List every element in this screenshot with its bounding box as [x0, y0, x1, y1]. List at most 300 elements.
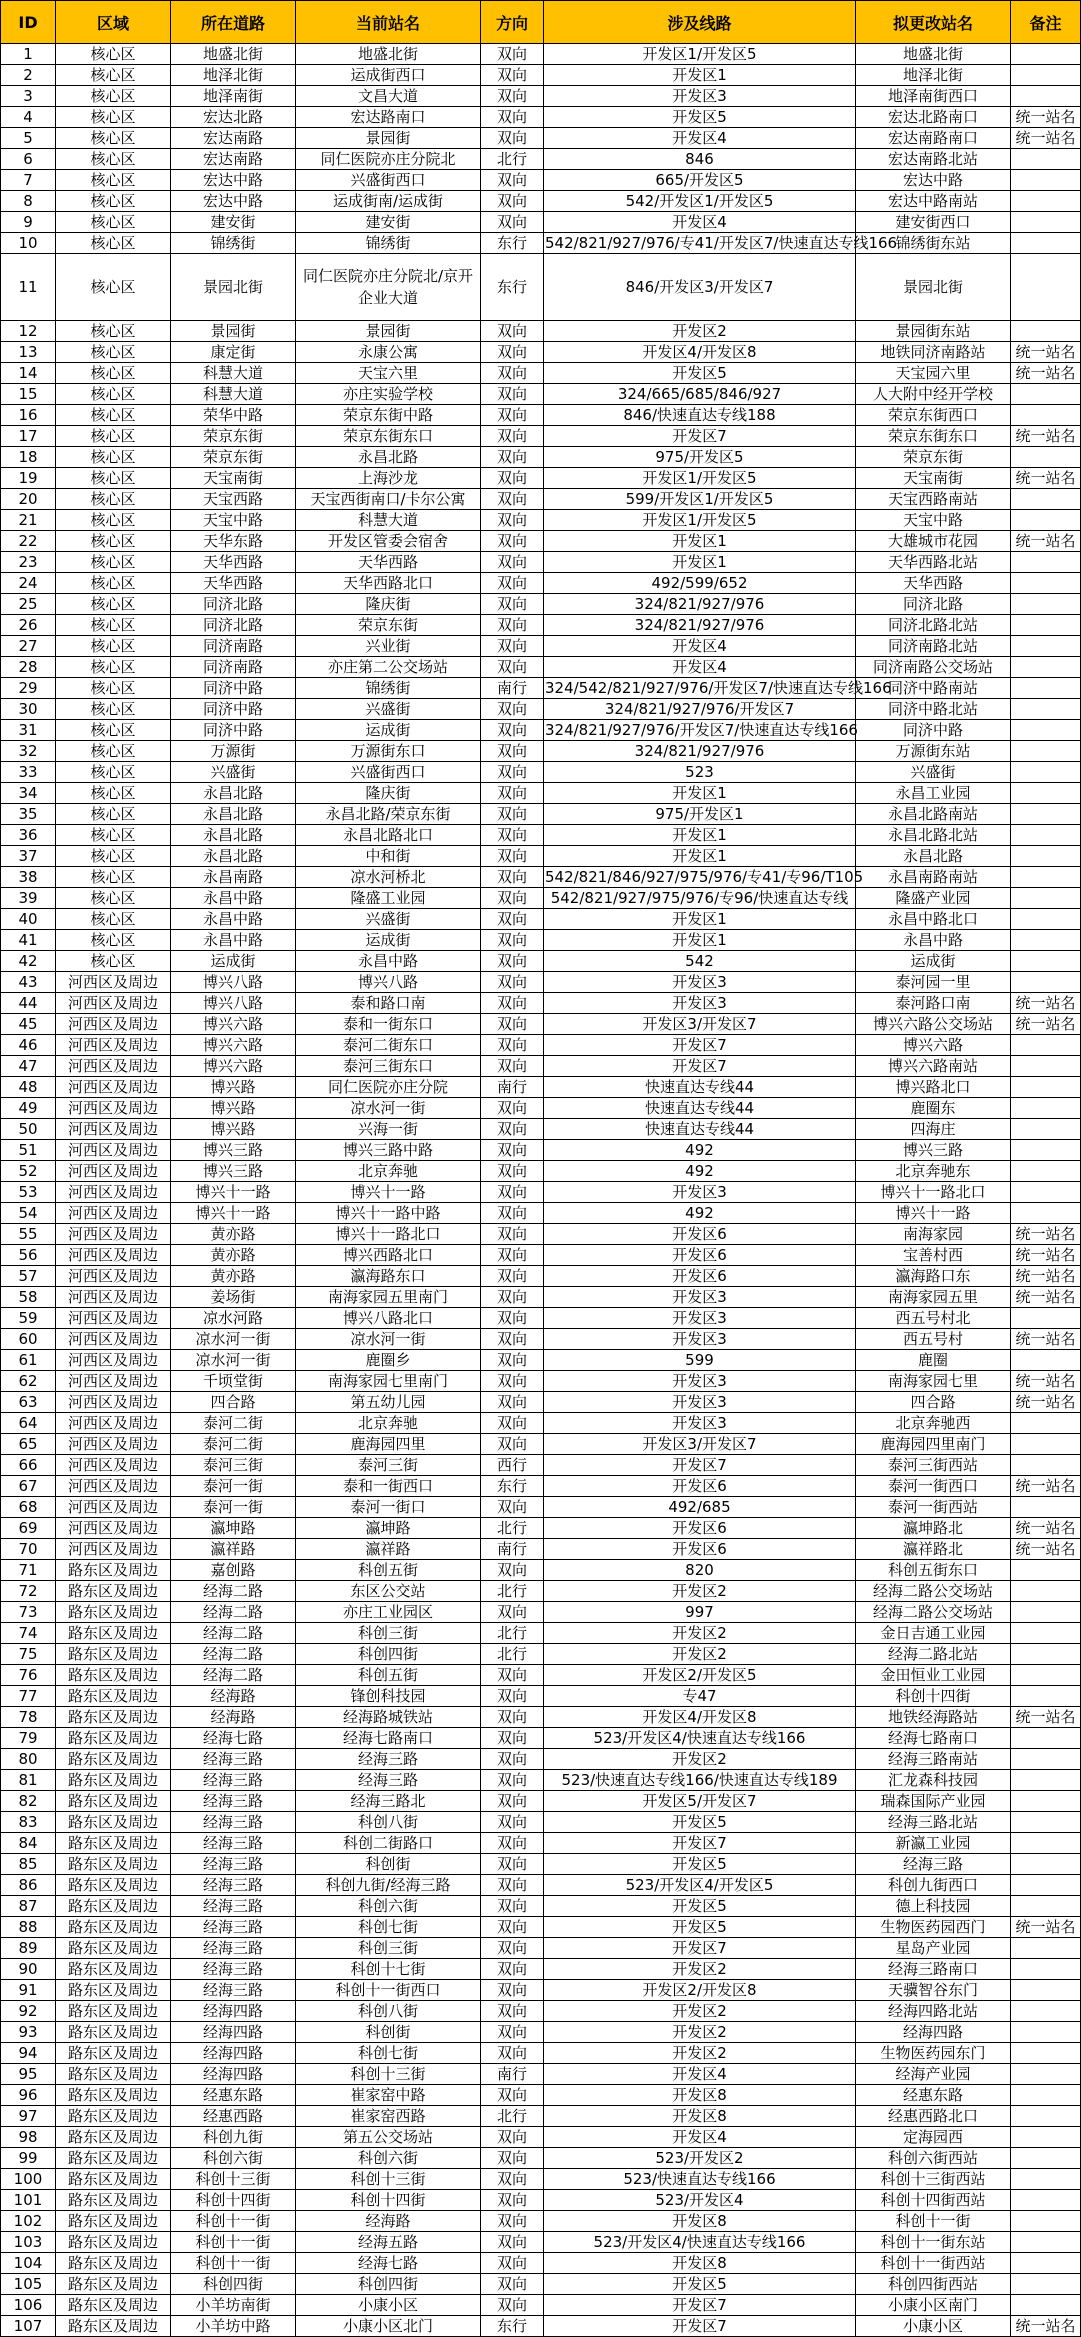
- cell-lines: 324/821/927/976/开发区7: [544, 699, 856, 720]
- cell-current-station: 崔家窑中路: [296, 2085, 481, 2106]
- cell-id: 55: [1, 1224, 56, 1245]
- cell-current-station: 小康小区北门: [296, 2316, 481, 2337]
- table-row: [1, 699, 1081, 720]
- cell-id: 17: [1, 426, 56, 447]
- cell-region: 核心区: [56, 149, 171, 170]
- cell-direction: 双向: [481, 191, 544, 212]
- cell-new-station: 天宝西路南站: [856, 489, 1011, 510]
- cell-new-station: 隆盛产业园: [856, 888, 1011, 909]
- cell-remark: [1011, 720, 1081, 741]
- cell-region: 河西区及周边: [56, 1308, 171, 1329]
- cell-id: 58: [1, 1287, 56, 1308]
- cell-road: 经海三路: [171, 1770, 296, 1791]
- cell-id: 77: [1, 1686, 56, 1707]
- cell-road: 四合路: [171, 1392, 296, 1413]
- cell-current-station: 博兴三路中路: [296, 1140, 481, 1161]
- cell-lines: 324/821/927/976: [544, 615, 856, 636]
- cell-new-station: 汇龙森科技园: [856, 1770, 1011, 1791]
- cell-lines: 开发区2/开发区5: [544, 1665, 856, 1686]
- cell-current-station: 科创八街: [296, 1812, 481, 1833]
- cell-direction: 双向: [481, 1959, 544, 1980]
- table-row: [1, 1140, 1081, 1161]
- cell-current-station: 永康公寓: [296, 342, 481, 363]
- table-row: [1, 531, 1081, 552]
- cell-road: 科创六街: [171, 2148, 296, 2169]
- cell-new-station: 金田恒业工业园: [856, 1665, 1011, 1686]
- cell-region: 路东区及周边: [56, 1581, 171, 1602]
- cell-direction: 双向: [481, 1161, 544, 1182]
- cell-remark: [1011, 1098, 1081, 1119]
- cell-direction: 西行: [481, 1455, 544, 1476]
- cell-direction: 双向: [481, 909, 544, 930]
- cell-lines: 开发区2: [544, 1623, 856, 1644]
- cell-id: 37: [1, 846, 56, 867]
- cell-new-station: 定海园西: [856, 2127, 1011, 2148]
- cell-direction: 双向: [481, 2232, 544, 2253]
- cell-id: 91: [1, 1980, 56, 2001]
- cell-id: 29: [1, 678, 56, 699]
- cell-road: 博兴六路: [171, 1056, 296, 1077]
- cell-id: 82: [1, 1791, 56, 1812]
- cell-current-station: 隆庆街: [296, 594, 481, 615]
- cell-road: 经海二路: [171, 1644, 296, 1665]
- cell-region: 河西区及周边: [56, 1413, 171, 1434]
- cell-current-station: 经海三路: [296, 1770, 481, 1791]
- cell-road: 小羊坊中路: [171, 2316, 296, 2337]
- table-row: [1, 44, 1081, 65]
- cell-current-station: 第五幼儿园: [296, 1392, 481, 1413]
- cell-id: 93: [1, 2022, 56, 2043]
- cell-current-station: 景园街: [296, 321, 481, 342]
- cell-new-station: 天华西路: [856, 573, 1011, 594]
- cell-region: 路东区及周边: [56, 2001, 171, 2022]
- cell-region: 核心区: [56, 107, 171, 128]
- cell-lines: 开发区2: [544, 1644, 856, 1665]
- cell-new-station: 经海三路: [856, 1854, 1011, 1875]
- cell-direction: 双向: [481, 447, 544, 468]
- table-row: [1, 363, 1081, 384]
- cell-current-station: 永昌北路北口: [296, 825, 481, 846]
- cell-new-station: 天宝南街: [856, 468, 1011, 489]
- cell-region: 路东区及周边: [56, 1623, 171, 1644]
- cell-region: 路东区及周边: [56, 2253, 171, 2274]
- table-row: [1, 2169, 1081, 2190]
- cell-road: 博兴路: [171, 1077, 296, 1098]
- cell-lines: 523/开发区4/开发区5: [544, 1875, 856, 1896]
- cell-id: 101: [1, 2190, 56, 2211]
- table-row: [1, 489, 1081, 510]
- table-row: [1, 1371, 1081, 1392]
- cell-id: 35: [1, 804, 56, 825]
- cell-remark: [1011, 552, 1081, 573]
- cell-direction: 双向: [481, 1035, 544, 1056]
- cell-direction: 双向: [481, 1560, 544, 1581]
- table-row: [1, 1035, 1081, 1056]
- cell-road: 经海三路: [171, 1938, 296, 1959]
- table-row: [1, 1350, 1081, 1371]
- cell-new-station: 经海二路公交场站: [856, 1602, 1011, 1623]
- cell-direction: 双向: [481, 2169, 544, 2190]
- cell-remark: [1011, 951, 1081, 972]
- cell-id: 54: [1, 1203, 56, 1224]
- cell-road: 地泽南街: [171, 86, 296, 107]
- cell-id: 94: [1, 2043, 56, 2064]
- cell-new-station: 博兴六路南站: [856, 1056, 1011, 1077]
- cell-current-station: 北京奔驰: [296, 1161, 481, 1182]
- cell-region: 核心区: [56, 909, 171, 930]
- table-row: [1, 1833, 1081, 1854]
- cell-lines: 快速直达专线44: [544, 1119, 856, 1140]
- cell-road: 地泽北街: [171, 65, 296, 86]
- cell-direction: 双向: [481, 636, 544, 657]
- cell-id: 30: [1, 699, 56, 720]
- cell-lines: 开发区7: [544, 1833, 856, 1854]
- cell-current-station: 科创街: [296, 2022, 481, 2043]
- table-row: [1, 2001, 1081, 2022]
- cell-direction: 北行: [481, 1581, 544, 1602]
- header-road: 所在道路: [171, 1, 296, 44]
- cell-new-station: 地盛北街: [856, 44, 1011, 65]
- cell-id: 75: [1, 1644, 56, 1665]
- cell-direction: 双向: [481, 170, 544, 191]
- cell-remark: 统一站名: [1011, 1224, 1081, 1245]
- table-row: [1, 1623, 1081, 1644]
- cell-id: 104: [1, 2253, 56, 2274]
- cell-current-station: 上海沙龙: [296, 468, 481, 489]
- cell-id: 56: [1, 1245, 56, 1266]
- cell-remark: [1011, 1749, 1081, 1770]
- cell-direction: 双向: [481, 1980, 544, 2001]
- table-row: [1, 1854, 1081, 1875]
- cell-region: 河西区及周边: [56, 1014, 171, 1035]
- cell-direction: 双向: [481, 1854, 544, 1875]
- cell-id: 39: [1, 888, 56, 909]
- cell-direction: 双向: [481, 699, 544, 720]
- cell-id: 44: [1, 993, 56, 1014]
- cell-road: 博兴三路: [171, 1140, 296, 1161]
- cell-direction: 双向: [481, 212, 544, 233]
- cell-road: 博兴十一路: [171, 1182, 296, 1203]
- cell-remark: [1011, 2085, 1081, 2106]
- table-row: [1, 1161, 1081, 1182]
- cell-direction: 双向: [481, 44, 544, 65]
- cell-new-station: 新瀛工业园: [856, 1833, 1011, 1854]
- cell-lines: 开发区2: [544, 1749, 856, 1770]
- cell-current-station: 天宝六里: [296, 363, 481, 384]
- cell-region: 核心区: [56, 531, 171, 552]
- cell-new-station: 小康小区: [856, 2316, 1011, 2337]
- cell-region: 核心区: [56, 783, 171, 804]
- cell-remark: [1011, 1854, 1081, 1875]
- cell-direction: 双向: [481, 1350, 544, 1371]
- cell-id: 50: [1, 1119, 56, 1140]
- cell-new-station: 金日吉通工业园: [856, 1623, 1011, 1644]
- cell-remark: [1011, 1623, 1081, 1644]
- cell-direction: 双向: [481, 972, 544, 993]
- cell-current-station: 兴盛街: [296, 699, 481, 720]
- cell-region: 路东区及周边: [56, 1749, 171, 1770]
- cell-region: 核心区: [56, 804, 171, 825]
- cell-id: 45: [1, 1014, 56, 1035]
- cell-remark: [1011, 1455, 1081, 1476]
- cell-remark: 统一站名: [1011, 1287, 1081, 1308]
- table-row: [1, 233, 1081, 254]
- cell-road: 黄亦路: [171, 1266, 296, 1287]
- cell-direction: 双向: [481, 426, 544, 447]
- cell-region: 路东区及周边: [56, 2295, 171, 2316]
- cell-new-station: 经海四路北站: [856, 2001, 1011, 2022]
- cell-id: 73: [1, 1602, 56, 1623]
- cell-direction: 双向: [481, 762, 544, 783]
- cell-lines: 开发区6: [544, 1518, 856, 1539]
- cell-road: 经海三路: [171, 1980, 296, 2001]
- cell-lines: 820: [544, 1560, 856, 1581]
- cell-direction: 双向: [481, 1308, 544, 1329]
- cell-lines: 开发区5: [544, 1896, 856, 1917]
- cell-road: 宏达北路: [171, 107, 296, 128]
- cell-lines: 专47: [544, 1686, 856, 1707]
- cell-new-station: 永昌南路南站: [856, 867, 1011, 888]
- cell-direction: 双向: [481, 65, 544, 86]
- table-body: [1, 44, 1081, 2337]
- cell-remark: 统一站名: [1011, 468, 1081, 489]
- cell-region: 核心区: [56, 489, 171, 510]
- cell-road: 博兴路: [171, 1119, 296, 1140]
- cell-road: 泰河一街: [171, 1476, 296, 1497]
- cell-new-station: 鹿圈东: [856, 1098, 1011, 1119]
- cell-id: 62: [1, 1371, 56, 1392]
- table-row: [1, 1098, 1081, 1119]
- cell-direction: 双向: [481, 783, 544, 804]
- cell-current-station: 科创五街: [296, 1665, 481, 1686]
- cell-new-station: 宝善村西: [856, 1245, 1011, 1266]
- cell-lines: 开发区4/开发区8: [544, 1707, 856, 1728]
- cell-id: 32: [1, 741, 56, 762]
- cell-new-station: 鹿海园四里南门: [856, 1434, 1011, 1455]
- cell-id: 46: [1, 1035, 56, 1056]
- cell-road: 科创十一街: [171, 2253, 296, 2274]
- cell-id: 76: [1, 1665, 56, 1686]
- cell-remark: [1011, 44, 1081, 65]
- cell-current-station: 鹿圈乡: [296, 1350, 481, 1371]
- cell-id: 51: [1, 1140, 56, 1161]
- cell-road: 科创十一街: [171, 2211, 296, 2232]
- table-row: [1, 615, 1081, 636]
- cell-id: 98: [1, 2127, 56, 2148]
- cell-region: 路东区及周边: [56, 1707, 171, 1728]
- cell-new-station: 永昌北路北站: [856, 825, 1011, 846]
- cell-remark: [1011, 1350, 1081, 1371]
- cell-region: 河西区及周边: [56, 1518, 171, 1539]
- cell-direction: 双向: [481, 2190, 544, 2211]
- header-row: [1, 1, 1081, 44]
- table-row: [1, 1896, 1081, 1917]
- cell-road: 经海三路: [171, 1875, 296, 1896]
- cell-id: 2: [1, 65, 56, 86]
- cell-remark: [1011, 2232, 1081, 2253]
- cell-new-station: 泰河三街西站: [856, 1455, 1011, 1476]
- cell-road: 科创十三街: [171, 2169, 296, 2190]
- cell-id: 4: [1, 107, 56, 128]
- cell-direction: 双向: [481, 1392, 544, 1413]
- cell-lines: 324/821/927/976/开发区7/快速直达专线166: [545, 720, 858, 739]
- cell-remark: [1011, 615, 1081, 636]
- cell-remark: [1011, 1497, 1081, 1518]
- cell-id: 74: [1, 1623, 56, 1644]
- cell-new-station: 宏达南路北站: [856, 149, 1011, 170]
- table-row: [1, 447, 1081, 468]
- cell-road: 宏达中路: [171, 191, 296, 212]
- cell-new-station: 科创十四街西站: [856, 2190, 1011, 2211]
- cell-remark: [1011, 1728, 1081, 1749]
- cell-region: 路东区及周边: [56, 2169, 171, 2190]
- cell-current-station: 南海家园五里南门: [296, 1287, 481, 1308]
- cell-lines: 开发区1: [544, 909, 856, 930]
- cell-direction: 东行: [481, 2316, 544, 2337]
- cell-region: 河西区及周边: [56, 1539, 171, 1560]
- cell-lines: 开发区5: [544, 1917, 856, 1938]
- cell-id: 81: [1, 1770, 56, 1791]
- table-row: [1, 1497, 1081, 1518]
- cell-new-station: 科创九街西口: [856, 1875, 1011, 1896]
- cell-id: 52: [1, 1161, 56, 1182]
- cell-new-station: 经海四路: [856, 2022, 1011, 2043]
- table-row: [1, 783, 1081, 804]
- cell-remark: [1011, 1308, 1081, 1329]
- table-row: [1, 1812, 1081, 1833]
- cell-new-station: 天宝中路: [856, 510, 1011, 531]
- cell-id: 107: [1, 2316, 56, 2337]
- table-row: [1, 1077, 1081, 1098]
- cell-remark: [1011, 867, 1081, 888]
- cell-remark: [1011, 2295, 1081, 2316]
- cell-direction: 双向: [481, 993, 544, 1014]
- cell-lines: 975/开发区1: [544, 804, 856, 825]
- cell-new-station: 南海家园七里: [856, 1371, 1011, 1392]
- cell-id: 24: [1, 573, 56, 594]
- cell-region: 河西区及周边: [56, 1182, 171, 1203]
- cell-lines: 开发区2: [544, 2001, 856, 2022]
- cell-direction: 双向: [481, 1329, 544, 1350]
- cell-new-station: 荣京东街: [856, 447, 1011, 468]
- cell-direction: 双向: [481, 2043, 544, 2064]
- cell-region: 路东区及周边: [56, 2022, 171, 2043]
- cell-current-station: 兴海一街: [296, 1119, 481, 1140]
- table-row: [1, 1308, 1081, 1329]
- table-row: [1, 573, 1081, 594]
- cell-region: 核心区: [56, 510, 171, 531]
- cell-road: 同济中路: [171, 699, 296, 720]
- table-row: [1, 1455, 1081, 1476]
- table-row: [1, 1245, 1081, 1266]
- cell-current-station: 科创六街: [296, 1896, 481, 1917]
- cell-region: 核心区: [56, 867, 171, 888]
- cell-direction: 北行: [481, 2106, 544, 2127]
- table-row: [1, 149, 1081, 170]
- cell-id: 102: [1, 2211, 56, 2232]
- table-row: [1, 2043, 1081, 2064]
- cell-remark: [1011, 1980, 1081, 2001]
- cell-lines: 开发区1: [544, 552, 856, 573]
- cell-remark: [1011, 2211, 1081, 2232]
- cell-current-station: 同仁医院亦庄分院北: [296, 149, 481, 170]
- cell-region: 路东区及周边: [56, 2064, 171, 2085]
- cell-lines: 492: [544, 1161, 856, 1182]
- table-row: [1, 1539, 1081, 1560]
- cell-direction: 双向: [481, 1917, 544, 1938]
- cell-remark: [1011, 2253, 1081, 2274]
- cell-direction: 双向: [481, 468, 544, 489]
- cell-current-station: 永昌北路: [296, 447, 481, 468]
- cell-lines: 开发区7: [544, 426, 856, 447]
- cell-region: 河西区及周边: [56, 1287, 171, 1308]
- cell-road: 同济中路: [171, 720, 296, 741]
- table-row: [1, 1728, 1081, 1749]
- cell-remark: [1011, 1581, 1081, 1602]
- cell-region: 河西区及周边: [56, 1077, 171, 1098]
- cell-id: 86: [1, 1875, 56, 1896]
- cell-lines: 开发区3: [544, 1329, 856, 1350]
- table-row: [1, 1287, 1081, 1308]
- cell-lines: 开发区4: [544, 657, 856, 678]
- cell-region: 河西区及周边: [56, 1098, 171, 1119]
- cell-remark: [1011, 1434, 1081, 1455]
- cell-id: 13: [1, 342, 56, 363]
- cell-remark: [1011, 1140, 1081, 1161]
- cell-id: 34: [1, 783, 56, 804]
- cell-direction: 双向: [481, 107, 544, 128]
- header-lines: 涉及线路: [544, 1, 856, 44]
- cell-current-station: 经海路城铁站: [296, 1707, 481, 1728]
- cell-current-station: 泰河一街口: [296, 1497, 481, 1518]
- cell-remark: [1011, 1686, 1081, 1707]
- cell-remark: [1011, 489, 1081, 510]
- cell-road: 永昌中路: [171, 909, 296, 930]
- cell-current-station: 凉水河桥北: [296, 867, 481, 888]
- cell-remark: [1011, 1665, 1081, 1686]
- cell-new-station: 经海产业园: [856, 2064, 1011, 2085]
- cell-new-station: 永昌中路北口: [856, 909, 1011, 930]
- cell-direction: 双向: [481, 342, 544, 363]
- table-row: [1, 2232, 1081, 2253]
- cell-current-station: 泰和一街西口: [296, 1476, 481, 1497]
- cell-road: 博兴十一路: [171, 1203, 296, 1224]
- cell-id: 88: [1, 1917, 56, 1938]
- cell-direction: 南行: [481, 1077, 544, 1098]
- cell-id: 47: [1, 1056, 56, 1077]
- table-row: [1, 804, 1081, 825]
- cell-lines: 997: [544, 1602, 856, 1623]
- cell-current-station: 亦庄第二公交场站: [296, 657, 481, 678]
- cell-region: 河西区及周边: [56, 1350, 171, 1371]
- cell-road: 同济南路: [171, 636, 296, 657]
- cell-id: 16: [1, 405, 56, 426]
- cell-remark: 统一站名: [1011, 128, 1081, 149]
- cell-id: 71: [1, 1560, 56, 1581]
- cell-remark: [1011, 405, 1081, 426]
- table-row: [1, 65, 1081, 86]
- cell-lines: 开发区3: [544, 1182, 856, 1203]
- cell-road: 科慧大道: [171, 363, 296, 384]
- cell-id: 87: [1, 1896, 56, 1917]
- cell-current-station: 锦绣街: [296, 233, 481, 254]
- cell-lines: 开发区3: [544, 1287, 856, 1308]
- cell-road: 经海四路: [171, 2064, 296, 2085]
- cell-current-station: 亦庄实验学校: [296, 384, 481, 405]
- cell-remark: 统一站名: [1011, 1329, 1081, 1350]
- cell-region: 路东区及周边: [56, 1812, 171, 1833]
- cell-road: 经海四路: [171, 2022, 296, 2043]
